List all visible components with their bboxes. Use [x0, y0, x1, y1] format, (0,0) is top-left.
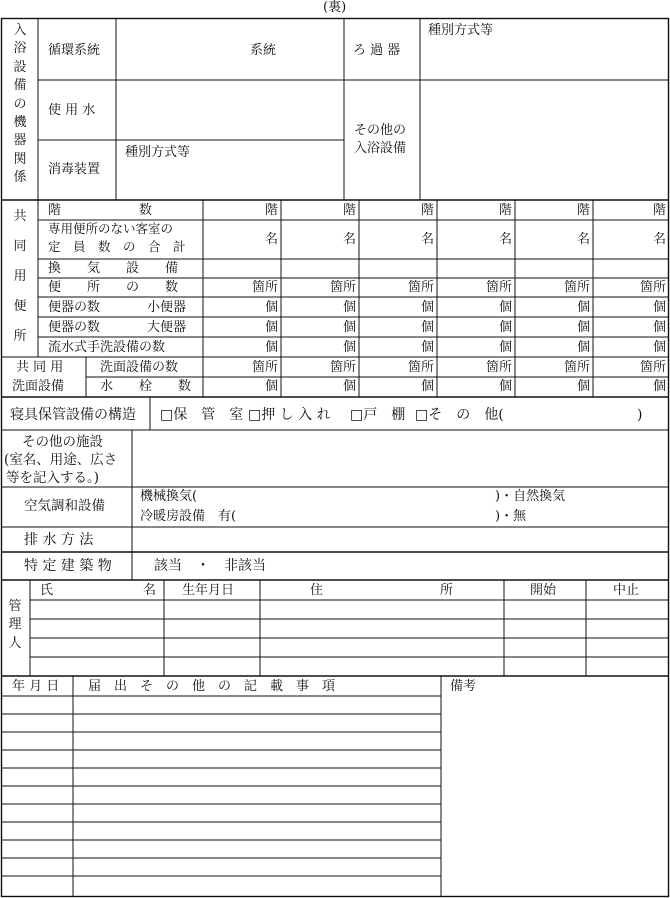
toilet-count-unit[interactable]: 箇所 — [251, 280, 278, 295]
toilet-section-char: 同 — [13, 239, 27, 254]
drainage-field[interactable] — [132, 527, 669, 552]
toilet-count-unit[interactable]: 箇所 — [639, 280, 666, 295]
bowl-unit[interactable]: 個 — [342, 320, 356, 335]
handwash-unit[interactable]: 個 — [264, 340, 278, 355]
capacity-unit[interactable]: 名 — [342, 232, 356, 247]
bath-section-label — [8, 24, 32, 190]
bath-section-char: 機 — [13, 114, 27, 130]
bedding-label: 寝具保管設備の構造 — [10, 407, 136, 423]
remarks-field[interactable] — [441, 696, 669, 896]
urinal-label-b: 小便器 — [147, 300, 187, 315]
heating-cooling-none-label: )・無 — [495, 509, 527, 524]
manager-header-address-2: 所 — [440, 583, 454, 598]
specific-building-choice[interactable]: 該当 ・ 非該当 — [154, 558, 266, 574]
capacity-unit[interactable]: 名 — [498, 232, 512, 247]
handwash-unit[interactable]: 個 — [576, 340, 590, 355]
toilet-section-label — [8, 210, 32, 360]
urinal-label-a: 便器の数 — [48, 300, 101, 315]
bedding-option-closet[interactable]: □押 し 入 れ — [248, 407, 331, 423]
toilet-count-unit[interactable]: 箇所 — [485, 280, 512, 295]
bath-section-char: 備 — [13, 78, 27, 94]
bath-section-char: 器 — [13, 133, 27, 149]
water-field[interactable] — [116, 80, 344, 140]
faucet-unit[interactable]: 個 — [264, 379, 278, 394]
floor-unit[interactable]: 階 — [498, 203, 512, 218]
manager-header-end: 中止 — [613, 583, 640, 598]
bath-section-char: 設 — [13, 59, 27, 75]
bowl-unit[interactable]: 個 — [264, 320, 278, 335]
filter-type-label: 種別方式等 — [428, 23, 494, 38]
urinal-unit[interactable]: 個 — [420, 300, 434, 315]
floor-unit[interactable]: 階 — [264, 203, 278, 218]
washbasin-unit[interactable]: 箇所 — [485, 360, 512, 375]
handwash-unit[interactable]: 個 — [342, 340, 356, 355]
faucet-count-label: 水 栓 数 — [100, 379, 192, 394]
notes-date-header: 年 月 日 — [12, 679, 60, 694]
handwash-unit[interactable]: 個 — [498, 340, 512, 355]
bowl-unit[interactable]: 個 — [576, 320, 590, 335]
washbasin-label-1: 共 同 用 — [16, 360, 64, 375]
bath-section-char: 関 — [13, 151, 27, 167]
toilet-count-unit[interactable]: 箇所 — [407, 280, 434, 295]
aircon-label: 空気調和設備 — [24, 498, 105, 514]
manager-section-char: 人 — [8, 635, 22, 651]
toilet-section-char: 用 — [13, 269, 27, 284]
toilet-section-char: 所 — [13, 329, 27, 344]
toilet-section-char: 共 — [13, 209, 27, 224]
circulation-label: 循環系統 — [48, 43, 101, 58]
bath-section-char: 入 — [13, 23, 27, 38]
urinal-unit[interactable]: 個 — [498, 300, 512, 315]
filter-label: ろ 過 器 — [353, 43, 401, 58]
other-bath-label-1: その他の — [354, 123, 407, 138]
bowl-unit[interactable]: 個 — [652, 320, 666, 335]
faucet-unit[interactable]: 個 — [420, 379, 434, 394]
other-facilities-field[interactable] — [132, 430, 669, 487]
other-bath-field[interactable] — [420, 80, 669, 200]
notes-remarks-header: 備考 — [450, 679, 477, 694]
washbasin-unit[interactable]: 箇所 — [563, 360, 590, 375]
other-facilities-label-1: その他の施設 — [22, 434, 103, 450]
bedding-option-storage-room[interactable]: □保 管 室 — [160, 407, 244, 423]
floor-unit[interactable]: 階 — [576, 203, 590, 218]
manager-header-birthdate: 生年月日 — [182, 583, 235, 598]
bath-section-char: 係 — [13, 170, 27, 186]
floor-unit[interactable]: 階 — [420, 203, 434, 218]
capacity-label-2: 定 員 数 の 合 計 — [48, 239, 186, 254]
manager-section-char: 理 — [8, 617, 22, 633]
capacity-unit[interactable]: 名 — [264, 232, 278, 247]
heating-cooling-label: 冷暖房設備 有( — [140, 509, 237, 524]
handwash-unit[interactable]: 個 — [420, 340, 434, 355]
water-label: 使 用 水 — [48, 103, 96, 118]
faucet-unit[interactable]: 個 — [652, 379, 666, 394]
manager-header-name-1: 氏 — [40, 583, 54, 598]
toilet-count-label: 便 所 の 数 — [48, 280, 179, 295]
floor-unit[interactable]: 階 — [652, 203, 666, 218]
capacity-label-1: 専用便所のない客室の — [48, 221, 174, 236]
other-bath-label-2: 入浴設備 — [354, 141, 407, 156]
manager-section-label — [5, 600, 25, 655]
bedding-option-other[interactable]: □そ の 他( — [415, 407, 504, 423]
other-facilities-label-3: 等を記入する。) — [6, 470, 100, 486]
urinal-unit[interactable]: 個 — [264, 300, 278, 315]
manager-header-address-1: 住 — [310, 583, 324, 598]
floor-unit[interactable]: 階 — [342, 203, 356, 218]
faucet-unit[interactable]: 個 — [576, 379, 590, 394]
manager-header-name-2: 名 — [143, 583, 157, 598]
notes-items-header: 届 出 そ の 他 の 記 載 事 項 — [88, 679, 336, 694]
toilet-section-char: 便 — [13, 299, 27, 314]
floors-label: 階 数 — [48, 203, 153, 218]
bath-section-char: 浴 — [13, 41, 27, 57]
other-facilities-label-2: (室名、用途、広さ — [4, 452, 118, 468]
toilet-count-unit[interactable]: 箇所 — [329, 280, 356, 295]
mechanical-ventilation-label: 機械換気( — [140, 489, 198, 504]
filter-type-field[interactable] — [420, 19, 669, 80]
bowl-label-a: 便器の数 — [48, 320, 101, 335]
bowl-unit[interactable]: 個 — [498, 320, 512, 335]
faucet-unit[interactable]: 個 — [342, 379, 356, 394]
bowl-label-b: 大便器 — [147, 320, 187, 335]
urinal-unit[interactable]: 個 — [576, 300, 590, 315]
washbasin-unit[interactable]: 箇所 — [251, 360, 278, 375]
disinfection-type-label: 種別方式等 — [125, 145, 191, 160]
capacity-unit[interactable]: 名 — [420, 232, 434, 247]
handwash-label: 流水式手洗設備の数 — [48, 340, 166, 355]
capacity-unit[interactable]: 名 — [576, 232, 590, 247]
system-field[interactable] — [116, 19, 344, 80]
washbasin-unit[interactable]: 箇所 — [407, 360, 434, 375]
urinal-unit[interactable]: 個 — [342, 300, 356, 315]
disinfection-field[interactable] — [116, 140, 344, 200]
natural-ventilation-label: )・自然換気 — [495, 489, 566, 504]
system-label: 系統 — [250, 43, 277, 58]
page-marker: (裏) — [323, 0, 347, 15]
bowl-unit[interactable]: 個 — [420, 320, 434, 335]
ventilation-label: 換 気 設 備 — [48, 261, 179, 276]
manager-section-char: 管 — [8, 599, 22, 614]
specific-building-label: 特 定 建 築 物 — [24, 558, 112, 574]
faucet-unit[interactable]: 個 — [498, 379, 512, 394]
washbasin-label-2: 洗面設備 — [12, 379, 65, 394]
disinfection-label: 消毒装置 — [48, 162, 101, 177]
drainage-label: 排 水 方 法 — [24, 532, 94, 548]
urinal-unit[interactable]: 個 — [652, 300, 666, 315]
washbasin-unit[interactable]: 箇所 — [639, 360, 666, 375]
bath-section-char: の — [13, 96, 27, 112]
capacity-unit[interactable]: 名 — [652, 232, 666, 247]
bedding-option-cupboard[interactable]: □戸 棚 — [350, 407, 406, 423]
washbasin-count-label: 洗面設備の数 — [100, 360, 179, 375]
manager-header-start: 開始 — [530, 583, 557, 598]
washbasin-unit[interactable]: 箇所 — [329, 360, 356, 375]
bedding-other-close-paren: ) — [637, 407, 643, 423]
toilet-count-unit[interactable]: 箇所 — [563, 280, 590, 295]
handwash-unit[interactable]: 個 — [652, 340, 666, 355]
